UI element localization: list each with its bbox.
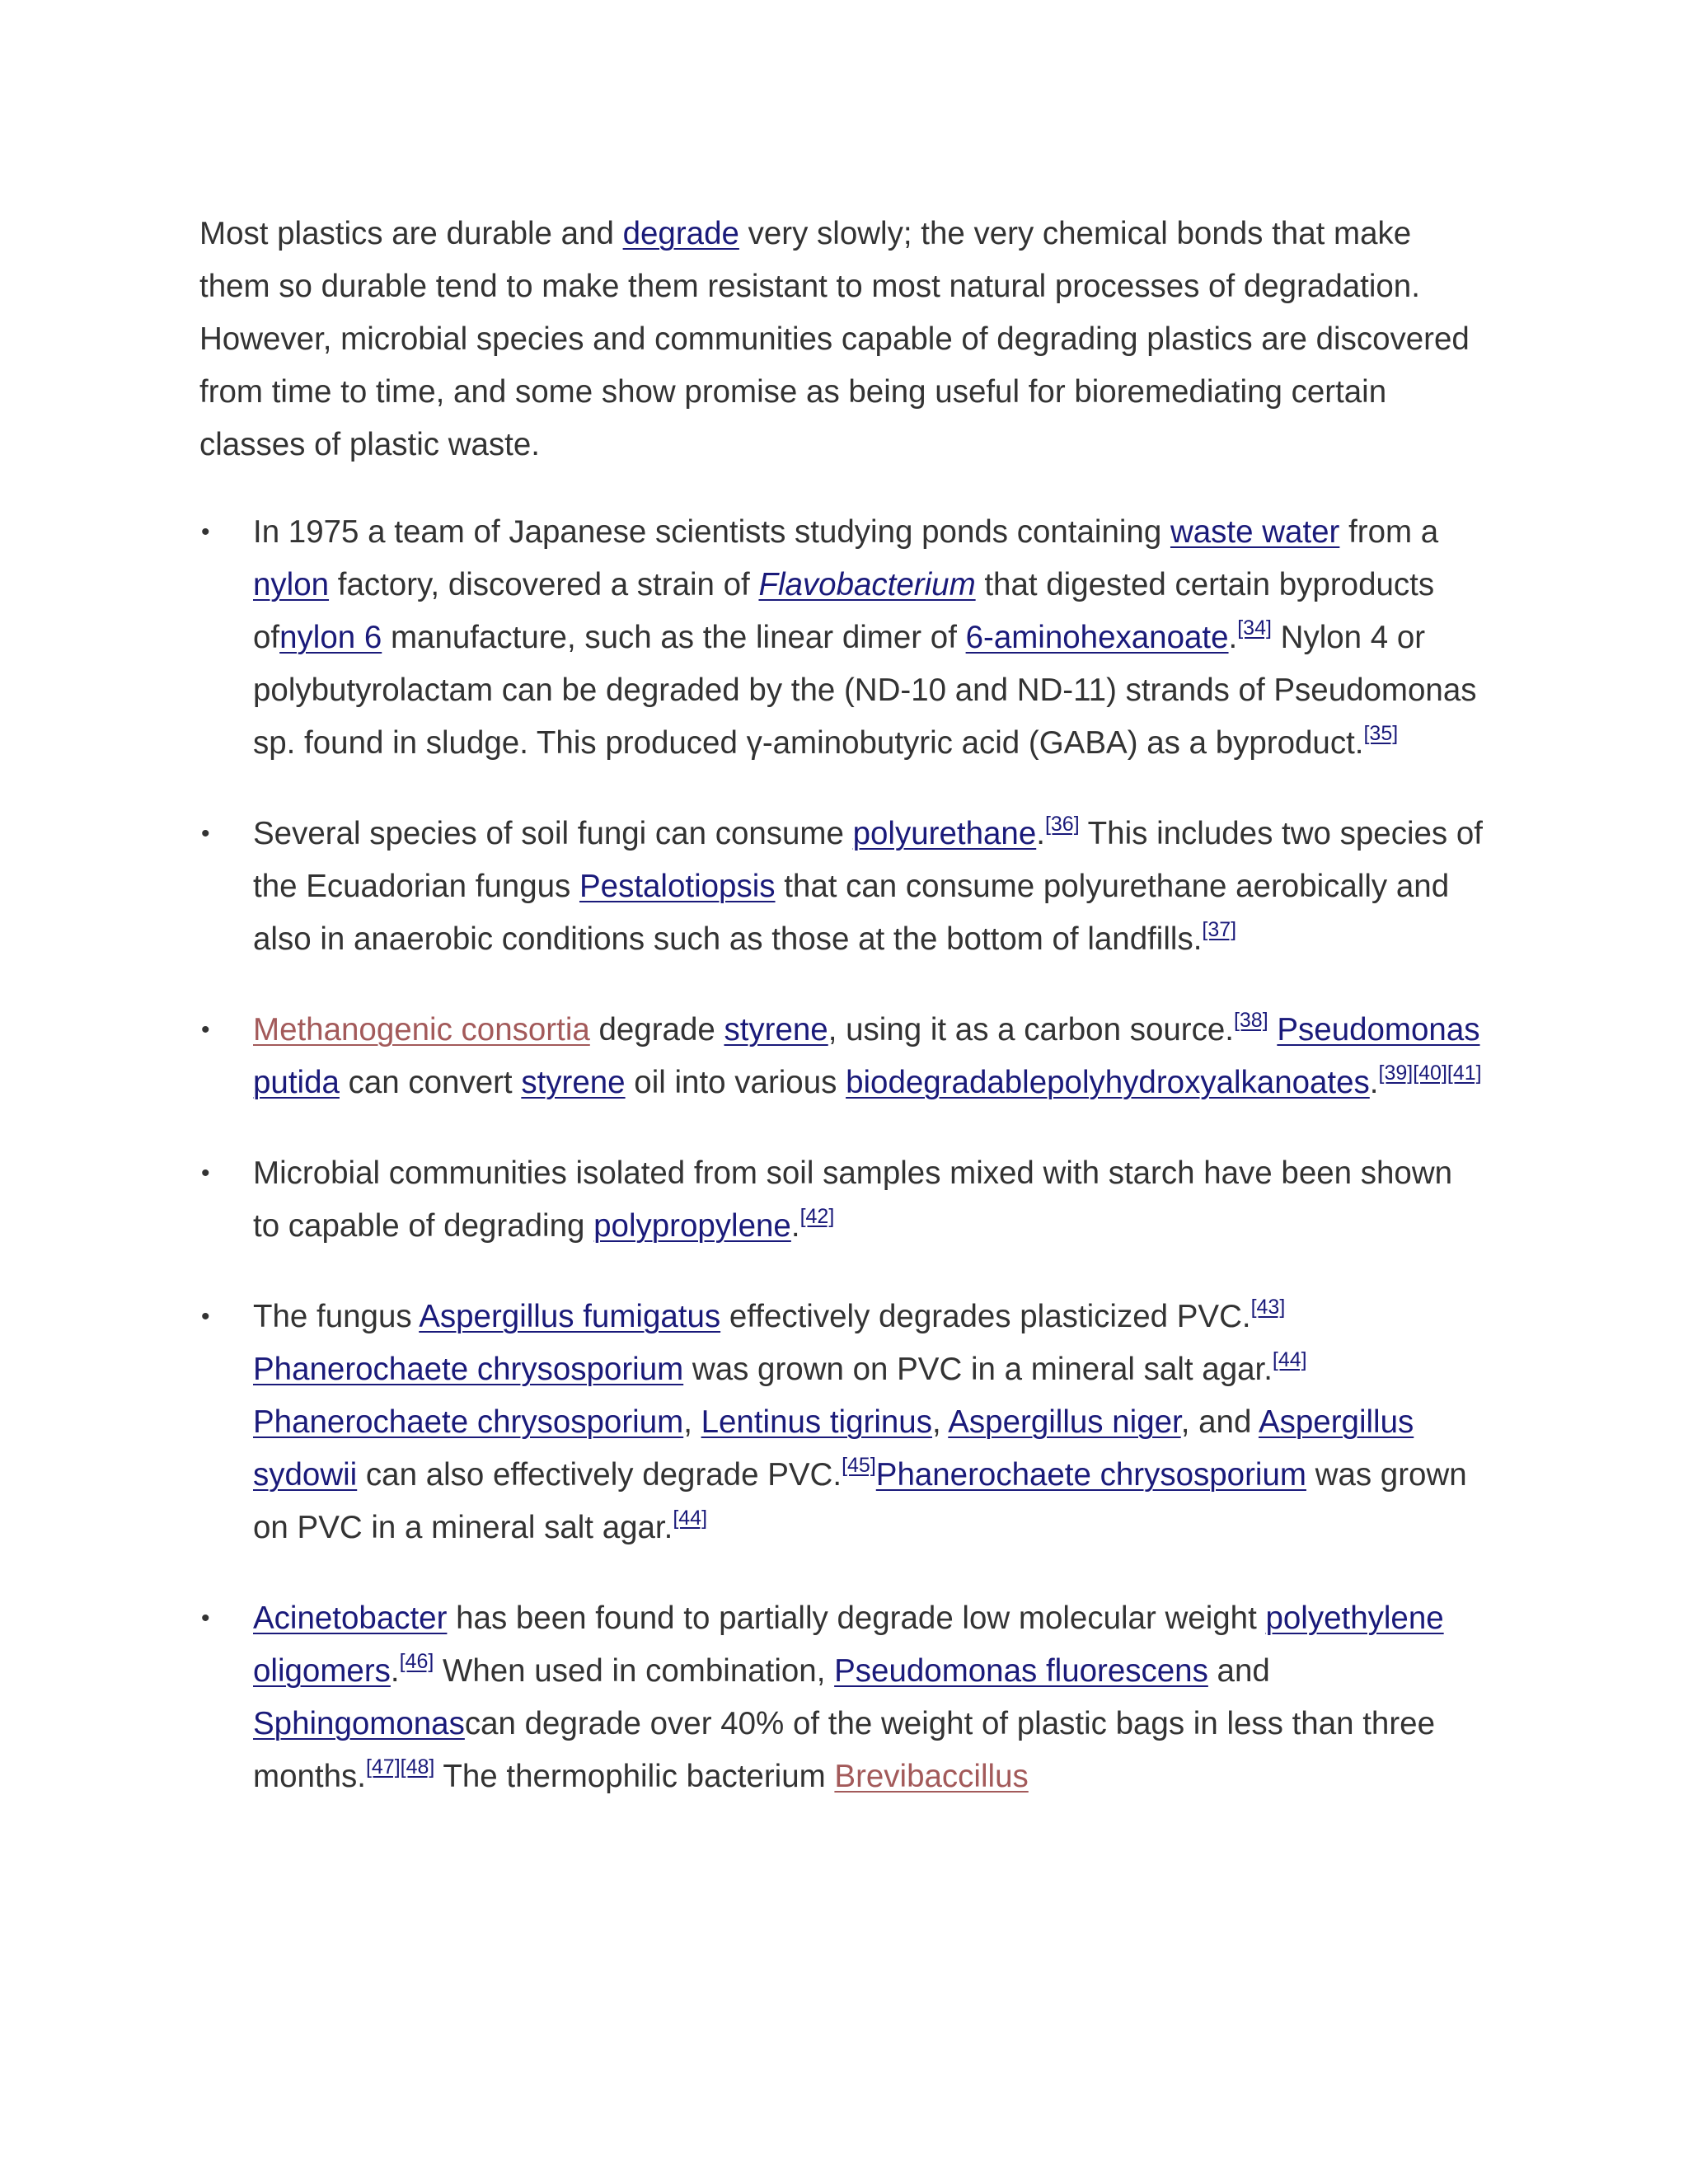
citation-48[interactable]: [48] bbox=[400, 1755, 435, 1779]
item-text: , bbox=[931, 1404, 949, 1440]
item-text: effectively degrades plasticized PVC. bbox=[720, 1299, 1251, 1334]
citation-47[interactable]: [47] bbox=[365, 1755, 401, 1779]
item-text: , and bbox=[1180, 1404, 1259, 1440]
link-waste-water[interactable]: waste water bbox=[1170, 514, 1340, 550]
item-text: . bbox=[1036, 816, 1045, 851]
citation-35[interactable]: [35] bbox=[1363, 722, 1399, 745]
citation-42[interactable]: [42] bbox=[799, 1205, 835, 1228]
citation-34[interactable]: [34] bbox=[1237, 616, 1272, 640]
item-text: that can consume polyurethane aerobically and also in anaerobic conditions such as those at the bottom of landfills. bbox=[253, 869, 1450, 957]
item-text: manufacture, such as the linear dimer of bbox=[382, 620, 966, 655]
link-nylon-6[interactable]: nylon 6 bbox=[279, 620, 382, 655]
citation-44[interactable]: [44] bbox=[673, 1507, 708, 1530]
item-text: was grown on PVC in a mineral salt agar. bbox=[683, 1352, 1273, 1387]
citation-45[interactable]: [45] bbox=[842, 1454, 876, 1477]
bullet-list bbox=[199, 506, 1485, 1803]
citation-38[interactable]: [38] bbox=[1233, 1009, 1268, 1032]
citation-36[interactable]: [36] bbox=[1044, 813, 1080, 836]
link-degrade[interactable]: degrade bbox=[622, 216, 739, 251]
list-item-styrene bbox=[199, 1004, 1485, 1109]
item-text: can convert bbox=[339, 1065, 522, 1100]
link-styrene[interactable]: styrene bbox=[724, 1012, 828, 1047]
intro-paragraph bbox=[199, 208, 1485, 471]
citation-39[interactable]: [39] bbox=[1378, 1062, 1414, 1085]
link-nylon[interactable]: nylon bbox=[253, 567, 330, 602]
item-text: The thermophilic bacterium bbox=[434, 1759, 835, 1794]
link-pseudomonas-putida[interactable]: Pseudomonas putida bbox=[253, 1012, 1480, 1100]
item-text: Several species of soil fungi can consume bbox=[253, 816, 853, 851]
link-biodegradable-polyhydroxyalkanoates[interactable]: biodegradablepolyhydroxyalkanoates bbox=[846, 1065, 1370, 1100]
item-text: The fungus bbox=[253, 1299, 420, 1334]
link-brevibaccillus[interactable]: Brevibaccillus bbox=[834, 1759, 1029, 1794]
intro-text: Most plastics are durable and bbox=[199, 216, 623, 251]
item-text: . bbox=[390, 1653, 400, 1689]
link-aspergillus-sydowii[interactable]: Aspergillus sydowii bbox=[253, 1404, 1414, 1493]
list-item-polypropylene bbox=[199, 1147, 1485, 1253]
item-text: . bbox=[1228, 620, 1238, 655]
list-item-pvc bbox=[199, 1291, 1485, 1554]
item-text: from a bbox=[1339, 514, 1439, 550]
link-methanogenic-consortia[interactable]: Methanogenic consortia bbox=[253, 1012, 590, 1047]
citation-43[interactable]: [43] bbox=[1250, 1296, 1286, 1319]
item-text: . bbox=[1369, 1065, 1379, 1100]
link-oligomers[interactable]: oligomers bbox=[253, 1653, 391, 1689]
item-text: When used in combination, bbox=[434, 1653, 835, 1689]
citation-40[interactable]: [40] bbox=[1413, 1062, 1447, 1085]
link-phanerochaete-chrysosporium[interactable]: Phanerochaete chrysosporium bbox=[875, 1457, 1306, 1493]
link-polyurethane[interactable]: polyurethane bbox=[852, 816, 1037, 851]
item-text: . bbox=[790, 1208, 800, 1244]
link-sphingomonas[interactable]: Sphingomonas bbox=[253, 1706, 465, 1741]
item-text: factory, discovered a strain of bbox=[329, 567, 759, 602]
link-6-aminohexanoate[interactable]: 6-aminohexanoate bbox=[965, 620, 1229, 655]
item-text: that digested certain byproducts of bbox=[253, 567, 1435, 655]
item-text: can also effectively degrade PVC. bbox=[357, 1457, 842, 1493]
item-text: In 1975 a team of Japanese scientists studying ponds containing bbox=[253, 514, 1170, 550]
item-text: , bbox=[683, 1404, 701, 1440]
link-phanerochaete-chrysosporium[interactable]: Phanerochaete chrysosporium bbox=[253, 1404, 684, 1440]
item-text: oil into various bbox=[625, 1065, 846, 1100]
citation-41[interactable]: [41] bbox=[1447, 1062, 1482, 1085]
item-text: has been found to partially degrade low molecular weight bbox=[447, 1601, 1266, 1636]
link-pseudomonas-fluorescens[interactable]: Pseudomonas fluorescens bbox=[834, 1653, 1208, 1689]
item-text: , using it as a carbon source. bbox=[828, 1012, 1234, 1047]
item-text: and bbox=[1207, 1653, 1270, 1689]
link-aspergillus-niger[interactable]: Aspergillus niger bbox=[948, 1404, 1181, 1440]
item-text: Microbial communities isolated from soil samples mixed with starch have been shown to capable of degrading bbox=[253, 1155, 1453, 1244]
list-item-polyurethane bbox=[199, 808, 1485, 966]
link-polypropylene[interactable]: polypropylene bbox=[593, 1208, 791, 1244]
link-aspergillus-fumigatus[interactable]: Aspergillus fumigatus bbox=[419, 1299, 721, 1334]
document-page bbox=[199, 208, 1485, 1841]
citation-46[interactable]: [46] bbox=[399, 1650, 434, 1673]
link-styrene[interactable]: styrene bbox=[521, 1065, 626, 1100]
link-lentinus-tigrinus[interactable]: Lentinus tigrinus bbox=[701, 1404, 932, 1440]
item-text: Nylon 4 or polybutyrolactam can be degraded by the (ND-10 and ND-11) strands of Pseudomonas sp. found in sludge. This produced γ-aminobutyric acid (GABA) as a byproduct. bbox=[253, 620, 1477, 761]
item-text: can degrade over 40% of the weight of plastic bags in less than three months. bbox=[253, 1706, 1435, 1794]
link-flavobacterium[interactable]: Flavobacterium bbox=[758, 567, 976, 602]
item-text: This includes two species of the Ecuadorian fungus bbox=[253, 816, 1483, 904]
citation-44[interactable]: [44] bbox=[1272, 1348, 1307, 1371]
item-text: was grown on PVC in a mineral salt agar. bbox=[253, 1457, 1467, 1545]
link-pestalotiopsis[interactable]: Pestalotiopsis bbox=[579, 869, 776, 904]
link-phanerochaete-chrysosporium[interactable]: Phanerochaete chrysosporium bbox=[253, 1352, 684, 1387]
link-acinetobacter[interactable]: Acinetobacter bbox=[253, 1601, 448, 1636]
list-item-polyethylene bbox=[199, 1592, 1485, 1803]
link-polyethylene[interactable]: polyethylene bbox=[1265, 1601, 1444, 1636]
list-item-nylon bbox=[199, 506, 1485, 770]
item-text bbox=[1268, 1012, 1278, 1047]
intro-text: very slowly; the very chemical bonds that make them so durable tend to make them resistant to most natural processes of degradation. However, microbial species and communities capable of degrading plastics are discovered from time to time, and some show promise as being useful for bioremediating certain classes of plastic waste. bbox=[199, 216, 1470, 462]
citation-37[interactable]: [37] bbox=[1202, 918, 1237, 941]
item-text: degrade bbox=[589, 1012, 724, 1047]
